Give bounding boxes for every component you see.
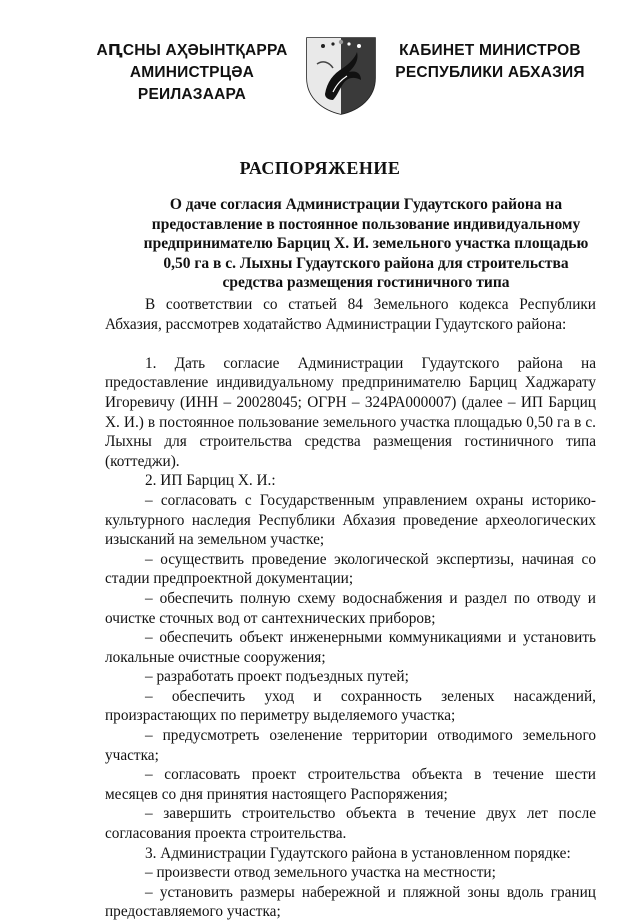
abkhazia-coat-of-arms-icon — [303, 34, 379, 116]
paragraph-3-item: – установить размеры набережной и пляжной зоны вдоль границ предоставляемого участка; — [105, 883, 596, 921]
paragraph-2-item: – согласовать с Государственным управлением охраны историко-культурного наследия Республики Абхазия проведение археологических изысканий на земельном участке; — [105, 491, 596, 549]
document-title: РАСПОРЯЖЕНИЕ — [239, 158, 401, 178]
paragraph-2-item: – предусмотреть озеленение территории отводимого земельного участка; — [105, 727, 596, 764]
header-left — [82, 40, 302, 106]
paragraph-2-item: – согласовать проект строительства объекта в течение шести месяцев со дня принятия настоящего Распоряжения; — [105, 766, 596, 803]
header-left-line2: АМИНИСТРЦӘА РЕИЛАЗААРА — [129, 64, 255, 103]
header-right-line1: КАБИНЕТ МИНИСТРОВ — [399, 42, 581, 59]
paragraph-2: 2. ИП Барциц Х. И.: — [145, 472, 276, 490]
header-right-line2: РЕСПУБЛИКИ АБХАЗИЯ — [395, 64, 585, 81]
paragraph-1: 1. Дать согласие Администрации Гудаутского района на предоставление индивидуальному предпринимателю Барциц Хаджарату Игоревичу (ИНН – 20028045; ОГРН – 324РА000007) (далее – ИП Барциц Х. И.) в постоянное пользование земельного участка площадью 0,50 га в с. Лыхны для строительства средства размещения гостиничного типа (коттеджи). — [105, 354, 596, 470]
intro-paragraph: В соответствии со статьей 84 Земельного кодекса Республики Абхазия, рассмотрев ходатайство Администрации Гудаутского района: — [105, 296, 596, 333]
header-right — [395, 40, 585, 84]
paragraph-2-item: – разработать проект подъездных путей; — [145, 668, 409, 686]
paragraph-2-item: – обеспечить уход и сохранность зеленых насаждений, произрастающих по периметру выделяемого участка; — [105, 687, 596, 725]
paragraph-2-item: – осуществить проведение экологической экспертизы, начиная со стадии предпроектной документации; — [105, 550, 596, 588]
paragraph-2-item: – обеспечить объект инженерными коммуникациями и установить локальные очистные сооружения; — [105, 629, 596, 666]
document-subject: О даче согласия Администрации Гудаутского района на предоставление в постоянное пользование индивидуальному предпринимателю Барциц Х. И. земельного участка площадью 0,50 га в с. Лыхны Гудаутского района для строительства средства размещения гостиничного типа — [143, 196, 589, 291]
header-left-line1: АԤСНЫ АҲӘЫНТҚАРРА — [96, 42, 288, 59]
paragraph-3-item: – произвести отвод земельного участка на местности; — [145, 864, 496, 882]
paragraph-3: 3. Администрации Гудаутского района в установленном порядке: — [145, 844, 571, 862]
paragraph-2-item: – обеспечить полную схему водоснабжения и раздел по отводу и очистке сточных вод от сантехнических приборов; — [105, 589, 596, 627]
document-body — [105, 295, 596, 922]
paragraph-2-item: – завершить строительство объекта в течение двух лет после согласования проекта строительства. — [105, 805, 596, 843]
